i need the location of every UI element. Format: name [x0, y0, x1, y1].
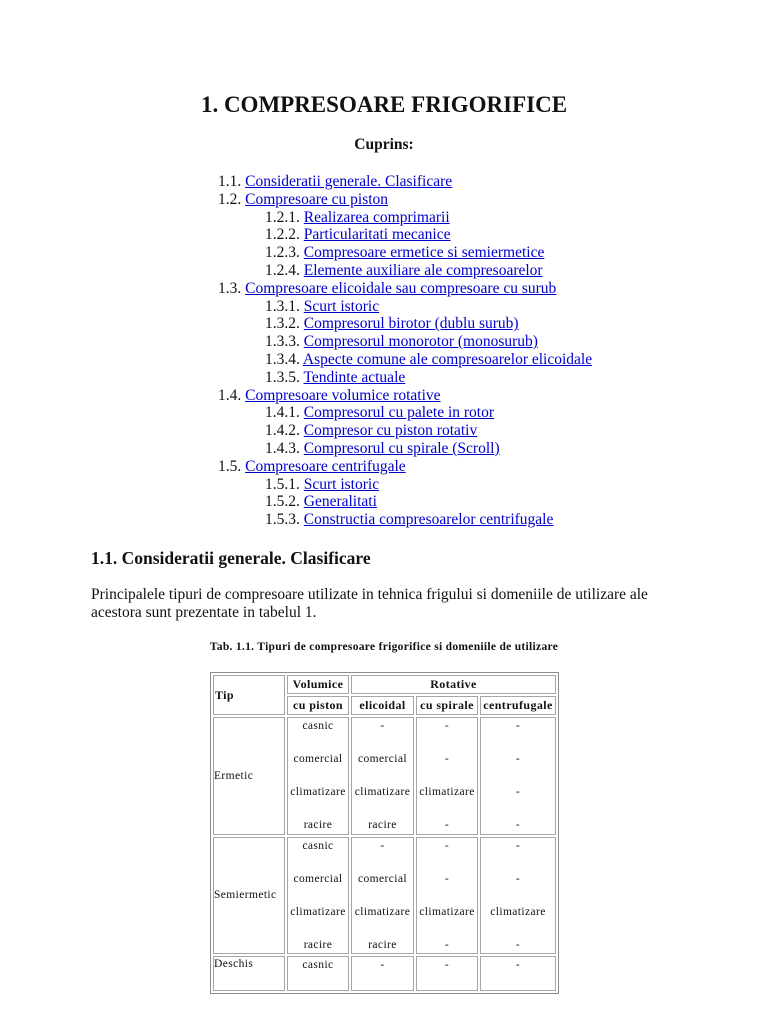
cell-value: racire — [368, 938, 397, 951]
cell-value: - — [444, 959, 450, 971]
toc-entry-number: 1.4. — [218, 386, 242, 404]
cell-value: - — [380, 959, 385, 971]
table-header-row — [213, 675, 556, 694]
compressor-types-table — [210, 672, 559, 994]
toc-subentry-number: 1.4.1. — [265, 404, 300, 422]
cell-value: - — [515, 839, 521, 852]
header-rotative: Rotative — [351, 675, 556, 694]
cell-value: comercial — [358, 872, 407, 885]
toc-subentry-number: 1.5.3. — [265, 511, 300, 529]
cell-value: - — [515, 938, 521, 951]
cell-value: comercial — [358, 753, 407, 765]
cell-ermetic-elicoidal — [351, 717, 414, 835]
toc-entry-number: 1.5. — [218, 457, 242, 475]
toc-subentry — [218, 315, 592, 333]
toc-link-1-3-2[interactable]: Compresorul birotor (dublu surub) — [303, 315, 519, 333]
toc-link-1-2-1[interactable]: Realizarea comprimarii — [303, 208, 450, 226]
cell-value: - — [515, 753, 521, 765]
cell-value: climatizare — [354, 786, 411, 798]
toc-link-1-2-2[interactable]: Particularitati mecanice — [303, 226, 451, 244]
row-label-semiermetic: Semiermetic — [213, 837, 285, 955]
section-heading: 1.1. Consideratii generale. Clasificare — [91, 548, 371, 568]
toc-link-1-2-4[interactable]: Elemente auxiliare ale compresoarelor — [303, 261, 543, 279]
cell-value: comercial — [293, 872, 343, 885]
cell-value: comercial — [293, 753, 343, 765]
cell-value: climatizare — [290, 786, 346, 798]
toc-entry — [218, 387, 592, 405]
cell-value: - — [444, 872, 450, 885]
header-cu-spirale: cu spirale — [416, 696, 478, 715]
toc-subentry-number: 1.3.4. — [265, 350, 300, 368]
toc-link-1-5[interactable]: Compresoare centrifugale — [245, 457, 406, 475]
section-paragraph: Principalele tipuri de compresoare utilizate in tehnica frigului si domeniile de utilizare ale acestora sunt prezentate in tabelul 1. — [91, 586, 648, 621]
toc-heading: Cuprins: — [354, 136, 414, 153]
toc-subentry-number: 1.2.2. — [265, 226, 300, 244]
row-label-deschis: Deschis — [213, 956, 285, 991]
toc-entry — [218, 458, 592, 476]
header-centrufugale: centrufugale — [480, 696, 556, 715]
toc-link-1-4-3[interactable]: Compresorul cu spirale (Scroll) — [303, 439, 500, 457]
cell-value: casnic — [302, 839, 334, 852]
toc-entry-number: 1.1. — [218, 173, 242, 190]
toc-subentry — [218, 493, 592, 511]
toc-entry — [218, 280, 592, 298]
cell-value: - — [515, 872, 521, 885]
cell-value: - — [380, 839, 385, 852]
header-elicoidal: elicoidal — [351, 696, 414, 715]
header-cu-piston: cu piston — [287, 696, 349, 715]
cell-value: racire — [303, 819, 333, 831]
cell-semiermetic-centrufugale — [480, 837, 556, 955]
cell-value: - — [444, 819, 450, 831]
cell-deschis-cu-piston — [287, 956, 349, 991]
cell-ermetic-cu-piston — [287, 717, 349, 835]
toc-entry-number: 1.3. — [218, 279, 242, 297]
toc-subentry — [218, 226, 592, 244]
cell-deschis-cu-spirale — [416, 956, 478, 991]
cell-value: - — [515, 819, 521, 831]
toc-entry — [218, 173, 592, 191]
toc-subentry-number: 1.5.2. — [265, 493, 300, 511]
cell-value: - — [444, 938, 450, 951]
cell-value: - — [515, 720, 521, 732]
cell-value: - — [444, 753, 450, 765]
toc-subentry — [218, 422, 592, 440]
cell-value: - — [515, 786, 521, 798]
toc-link-1-4[interactable]: Compresoare volumice rotative — [245, 386, 441, 404]
toc-subentry — [218, 333, 592, 351]
cell-value: casnic — [302, 959, 334, 971]
toc-subentry — [218, 351, 592, 369]
cell-semiermetic-cu-spirale — [416, 837, 478, 955]
cell-value: racire — [368, 819, 397, 831]
toc-link-1-5-2[interactable]: Generalitati — [303, 493, 377, 511]
table-of-contents — [218, 173, 592, 529]
toc-subentry-number: 1.2.3. — [265, 244, 300, 262]
cell-value: climatizare — [290, 905, 346, 918]
toc-subentry — [218, 369, 592, 387]
header-tip: Tip — [213, 675, 285, 715]
toc-subentry — [218, 298, 592, 316]
row-label-ermetic: Ermetic — [213, 717, 285, 835]
toc-link-1-4-1[interactable]: Compresorul cu palete in rotor — [303, 404, 495, 422]
cell-value: casnic — [302, 720, 334, 732]
cell-value: racire — [303, 938, 333, 951]
cell-deschis-centrufugale — [480, 956, 556, 991]
toc-subentry — [218, 511, 592, 529]
toc-link-1-5-1[interactable]: Scurt istoric — [303, 475, 380, 493]
toc-link-1-1[interactable]: Consideratii generale. Clasificare — [245, 173, 453, 190]
cell-value: - — [515, 959, 521, 971]
cell-deschis-elicoidal — [351, 956, 414, 991]
toc-subentry — [218, 440, 592, 458]
toc-link-1-5-3[interactable]: Constructia compresoarelor centrifugale — [303, 511, 554, 529]
cell-ermetic-centrufugale — [480, 717, 556, 835]
cell-value: - — [380, 720, 385, 732]
cell-value: climatizare — [490, 905, 546, 918]
toc-link-1-3-3[interactable]: Compresorul monorotor (monosurub) — [303, 333, 538, 351]
toc-subentry-number: 1.3.3. — [265, 333, 300, 351]
header-volumice: Volumice — [287, 675, 349, 694]
toc-subentry — [218, 262, 592, 280]
table-row — [213, 956, 556, 991]
toc-subentry — [218, 404, 592, 422]
toc-subentry-number: 1.5.1. — [265, 475, 300, 493]
cell-value: climatizare — [419, 786, 475, 798]
toc-subentry-number: 1.4.3. — [265, 439, 300, 457]
toc-subentry-number: 1.2.1. — [265, 208, 300, 226]
toc-link-1-4-2[interactable]: Compresor cu piston rotativ — [303, 422, 478, 440]
toc-link-1-3-1[interactable]: Scurt istoric — [303, 297, 380, 315]
cell-value: climatizare — [354, 905, 411, 918]
cell-value: climatizare — [419, 905, 475, 918]
toc-link-1-3-4[interactable]: Aspecte comune ale compresoarelor elicoidale — [302, 350, 593, 368]
toc-subentry-number: 1.4.2. — [265, 422, 300, 440]
table-row — [213, 837, 556, 955]
page-title: 1. COMPRESOARE FRIGORIFICE — [200, 92, 568, 117]
toc-subentry — [218, 244, 592, 262]
toc-link-1-2[interactable]: Compresoare cu piston — [245, 190, 389, 208]
toc-subentry-number: 1.3.1. — [265, 297, 300, 315]
toc-link-1-3-5[interactable]: Tendinte actuale — [303, 368, 406, 386]
toc-entry — [218, 191, 592, 209]
table-caption: Tab. 1.1. Tipuri de compresoare frigorifice si domeniile de utilizare — [209, 641, 559, 653]
cell-value: - — [444, 839, 450, 852]
cell-ermetic-cu-spirale — [416, 717, 478, 835]
cell-value: - — [444, 720, 450, 732]
toc-link-1-3[interactable]: Compresoare elicoidale sau compresoare cu surub — [245, 279, 557, 297]
toc-subentry — [218, 209, 592, 227]
toc-subentry-number: 1.3.2. — [265, 315, 300, 333]
table-row — [213, 717, 556, 835]
toc-link-1-2-3[interactable]: Compresoare ermetice si semiermetice — [303, 244, 545, 262]
cell-semiermetic-elicoidal — [351, 837, 414, 955]
toc-subentry — [218, 476, 592, 494]
toc-entry-number: 1.2. — [218, 190, 242, 208]
toc-subentry-number: 1.3.5. — [265, 368, 300, 386]
cell-semiermetic-cu-piston — [287, 837, 349, 955]
toc-subentry-number: 1.2.4. — [265, 261, 300, 279]
